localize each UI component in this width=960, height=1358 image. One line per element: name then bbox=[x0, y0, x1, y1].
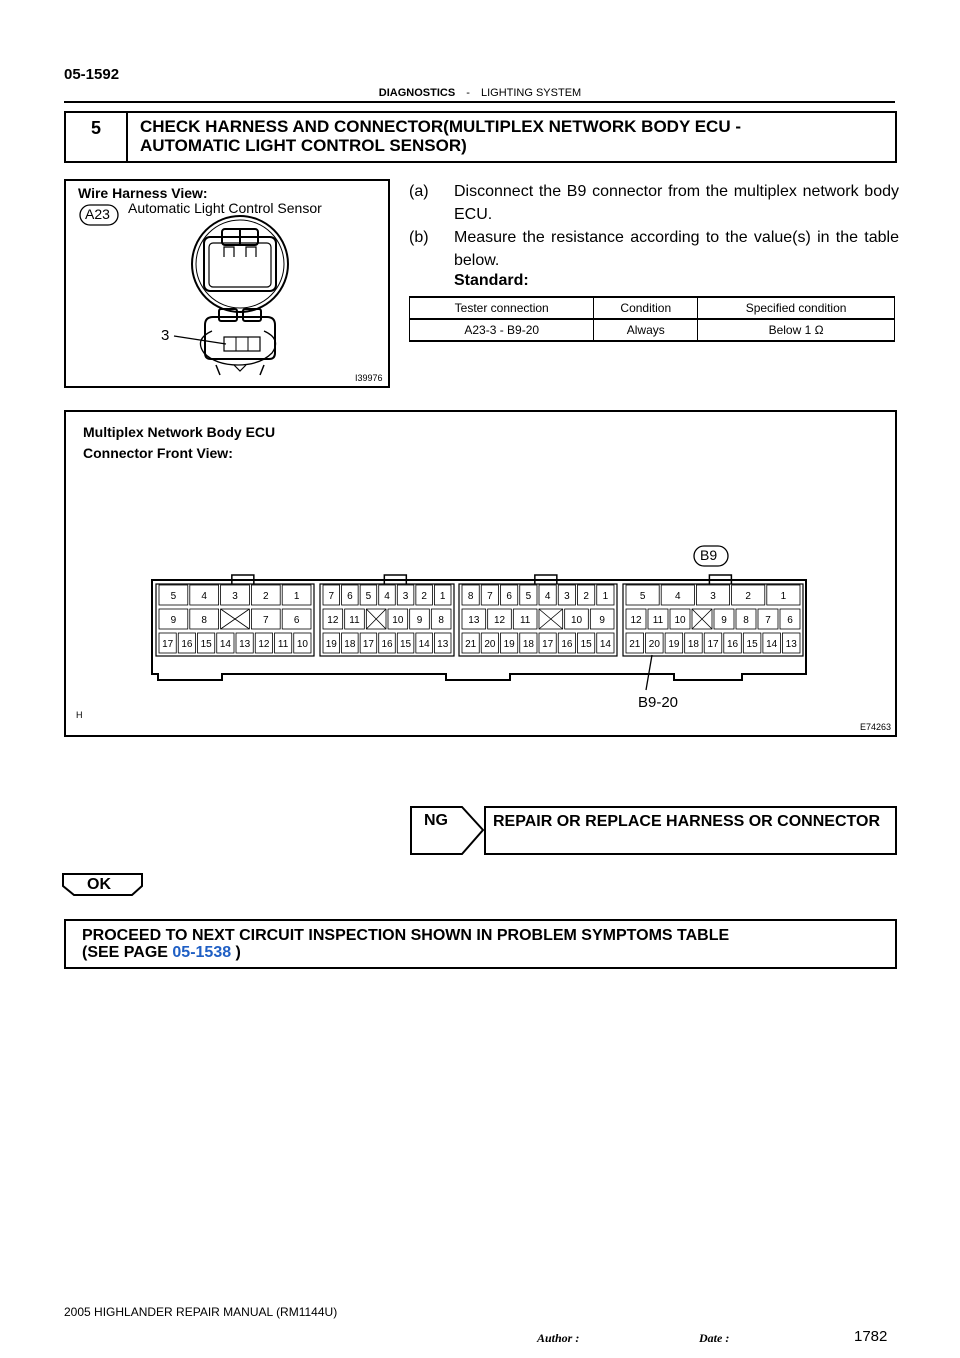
ng-arrow-tag bbox=[410, 806, 490, 855]
connector-pin-number: 13 bbox=[468, 615, 480, 626]
connector-pin-number: 2 bbox=[421, 591, 427, 602]
connector-pin-number: 4 bbox=[675, 591, 681, 602]
instruction-a bbox=[409, 180, 899, 226]
proceed-line2 bbox=[82, 944, 882, 961]
connector-pin-number: 12 bbox=[327, 615, 339, 626]
ecu-connector-figure bbox=[64, 410, 897, 737]
connector-pin-number: 10 bbox=[296, 639, 308, 650]
table-header-cell: Tester connection bbox=[410, 297, 594, 319]
figure2-connector-id: B9 bbox=[700, 547, 718, 563]
connector-pin-number: 5 bbox=[365, 591, 372, 602]
wire-harness-figure bbox=[64, 179, 390, 388]
connector-pin-number: 8 bbox=[467, 591, 474, 602]
connector-pin-number: 19 bbox=[668, 639, 680, 650]
step-title-line2: AUTOMATIC LIGHT CONTROL SENSOR) bbox=[140, 136, 467, 155]
connector-pin-number: 5 bbox=[170, 591, 177, 602]
connector-pin-number: 1 bbox=[602, 591, 609, 602]
proceed-line2-prefix: (SEE PAGE bbox=[82, 944, 173, 961]
connector-pin-number: 16 bbox=[381, 639, 393, 650]
connector-pin-number: 10 bbox=[392, 615, 404, 626]
connector-pin-number: 7 bbox=[487, 591, 493, 602]
connector-pin-number: 12 bbox=[493, 615, 506, 626]
connector-pin-number: 10 bbox=[674, 615, 686, 626]
header-separator: - bbox=[466, 87, 470, 99]
connector-pin-number: 15 bbox=[400, 639, 412, 650]
connector-pin-number: 5 bbox=[525, 591, 532, 602]
connector-pin-number: 7 bbox=[765, 615, 771, 626]
connector-pin-number: 19 bbox=[325, 639, 337, 650]
table-header-row bbox=[410, 297, 895, 319]
connector-pin-number: 14 bbox=[766, 639, 778, 650]
connector-pin-number: 1 bbox=[439, 591, 446, 602]
connector-pin-number: 18 bbox=[522, 639, 534, 650]
step-title bbox=[140, 117, 880, 155]
footer-page-number: 1782 bbox=[854, 1328, 888, 1345]
connector-pin-number: 20 bbox=[648, 639, 660, 650]
connector-pin-number: 1 bbox=[780, 591, 787, 602]
connector-pin-number: 16 bbox=[561, 639, 573, 650]
connector-pin-number: 18 bbox=[344, 639, 356, 650]
connector-pin-number: 8 bbox=[201, 615, 207, 626]
running-header bbox=[0, 87, 960, 99]
connector-pin-number: 13 bbox=[239, 639, 251, 650]
table-cell: A23-3 - B9-20 bbox=[410, 319, 594, 341]
connector-pin-number: 14 bbox=[219, 639, 231, 650]
step-box bbox=[64, 111, 897, 163]
connector-pin-number: 3 bbox=[564, 591, 570, 602]
table-cell: Below 1 Ω bbox=[698, 319, 895, 341]
step-number: 5 bbox=[66, 113, 128, 161]
connector-pin-number: 18 bbox=[687, 639, 700, 650]
instruction-b-text: Measure the resistance according to the value(s) in the table below. bbox=[454, 229, 899, 269]
figure2-code: E74263 bbox=[860, 722, 892, 732]
instruction-a-tag: (a) bbox=[409, 183, 429, 200]
connector-pin-number: 17 bbox=[707, 639, 719, 650]
connector-pin-number: 8 bbox=[743, 615, 749, 626]
figure2-title-line1: Multiplex Network Body ECU bbox=[83, 424, 276, 440]
blank-pin-cross bbox=[221, 609, 250, 629]
figure1-pin-callout: 3 bbox=[161, 327, 170, 344]
connector-pin-number: 13 bbox=[437, 639, 449, 650]
connector-pin-number: 11 bbox=[277, 639, 289, 650]
connector-pin-number: 11 bbox=[652, 615, 664, 626]
connector-pin-number: 4 bbox=[384, 591, 390, 602]
connector-pin-number: 7 bbox=[328, 591, 335, 602]
connector-pin-number: 10 bbox=[570, 615, 583, 626]
proceed-box bbox=[64, 919, 897, 969]
figure1-part-name: Automatic Light Control Sensor bbox=[128, 200, 322, 216]
figure1-title: Wire Harness View: bbox=[78, 185, 208, 201]
connector-pin-number: 14 bbox=[418, 639, 430, 650]
connector-pin-number: 12 bbox=[258, 639, 270, 650]
figure2-corner-mark: H bbox=[76, 710, 83, 720]
connector-pin-number: 15 bbox=[746, 639, 758, 650]
blank-pin-cross bbox=[539, 609, 563, 629]
spec-table bbox=[409, 296, 895, 342]
table-header-cell: Specified condition bbox=[698, 297, 895, 319]
connector-pin-number: 11 bbox=[349, 615, 360, 626]
connector-pin-number: 21 bbox=[465, 639, 477, 650]
figure1-connector-id: A23 bbox=[85, 206, 110, 222]
connector-pin-number: 6 bbox=[506, 591, 512, 602]
connector-pin-number: 7 bbox=[263, 615, 269, 626]
connector-pin-number: 2 bbox=[583, 591, 589, 602]
connector-pin-number: 19 bbox=[503, 639, 515, 650]
instruction-b bbox=[409, 226, 899, 272]
proceed-line2-suffix: ) bbox=[231, 944, 241, 961]
connector-pin-number: 6 bbox=[347, 591, 353, 602]
ecu-connector-drawing bbox=[66, 412, 895, 735]
connector-pin-number: 17 bbox=[542, 639, 554, 650]
ng-result-text: REPAIR OR REPLACE HARNESS OR CONNECTOR bbox=[493, 813, 880, 830]
connector-pin-number: 9 bbox=[170, 615, 177, 626]
connector-pin-number: 2 bbox=[263, 591, 269, 602]
connector-pin-number: 9 bbox=[416, 615, 423, 626]
connector-pin-number: 11 bbox=[519, 615, 531, 626]
connector-pin-number: 16 bbox=[181, 639, 193, 650]
ng-label: NG bbox=[424, 812, 448, 829]
instruction-b-tag: (b) bbox=[409, 229, 429, 246]
connector-pin-number: 20 bbox=[484, 639, 496, 650]
connector-pin-number: 15 bbox=[200, 639, 212, 650]
connector-pin-number: 5 bbox=[639, 591, 646, 602]
connector-pin-number: 2 bbox=[745, 591, 751, 602]
connector-pin-number: 12 bbox=[630, 615, 642, 626]
connector-pin-number: 6 bbox=[293, 615, 300, 626]
connector-pin-number: 9 bbox=[599, 615, 605, 626]
connector-pin-number: 4 bbox=[201, 591, 207, 602]
connector-pin-number: 3 bbox=[232, 591, 238, 602]
connector-pin-number: 9 bbox=[721, 615, 727, 626]
table-cell: Always bbox=[594, 319, 698, 341]
connector-pin-number: 16 bbox=[726, 639, 739, 650]
blank-pin-cross bbox=[692, 609, 712, 629]
instruction-a-text: Disconnect the B9 connector from the multiplex network body ECU. bbox=[454, 183, 899, 223]
table-header-cell: Condition bbox=[594, 297, 698, 319]
blank-pin-cross bbox=[366, 609, 386, 629]
author-label: Author : bbox=[537, 1331, 580, 1345]
table-row bbox=[410, 319, 895, 341]
page-reference-link[interactable]: 05-1538 bbox=[172, 944, 232, 961]
proceed-text bbox=[82, 927, 882, 961]
connector-pin-number: 15 bbox=[580, 639, 592, 650]
connector-pin-number: 6 bbox=[787, 615, 793, 626]
connector-pin-number: 8 bbox=[438, 615, 444, 626]
figure1-code: I39976 bbox=[355, 373, 383, 383]
connector-pin-number: 3 bbox=[402, 591, 409, 602]
connector-pin-number: 4 bbox=[544, 591, 551, 602]
proceed-line1: PROCEED TO NEXT CIRCUIT INSPECTION SHOWN IN PROBLEM SYMPTOMS TABLE bbox=[82, 927, 730, 944]
ok-label: OK bbox=[87, 876, 111, 893]
connector-pin-number: 13 bbox=[785, 639, 797, 650]
connector-pin-number: 14 bbox=[599, 639, 611, 650]
manual-title: 2005 HIGHLANDER REPAIR MANUAL (RM1144U) bbox=[64, 1305, 338, 1319]
connector-pin-number: 17 bbox=[162, 639, 174, 650]
standard-label: Standard: bbox=[454, 272, 529, 289]
ng-result-box bbox=[484, 806, 897, 855]
step-title-line1: CHECK HARNESS AND CONNECTOR(MULTIPLEX NETWORK BODY ECU - bbox=[140, 117, 741, 136]
date-label: Date : bbox=[699, 1331, 730, 1345]
connector-pin-number: 21 bbox=[629, 639, 641, 650]
section-name: DIAGNOSTICS bbox=[378, 87, 456, 99]
subsection-name: LIGHTING SYSTEM bbox=[480, 87, 582, 99]
connector-block-frame bbox=[459, 584, 617, 656]
connector-pin-number: 17 bbox=[362, 639, 374, 650]
page-number: 05-1592 bbox=[64, 66, 120, 83]
figure2-title-line2: Connector Front View: bbox=[83, 445, 233, 461]
connector-pin-number: 3 bbox=[710, 591, 716, 602]
header-rule bbox=[64, 101, 895, 103]
connector-pin-number: 1 bbox=[293, 591, 300, 602]
figure2-pin-callout: B9-20 bbox=[638, 694, 679, 711]
